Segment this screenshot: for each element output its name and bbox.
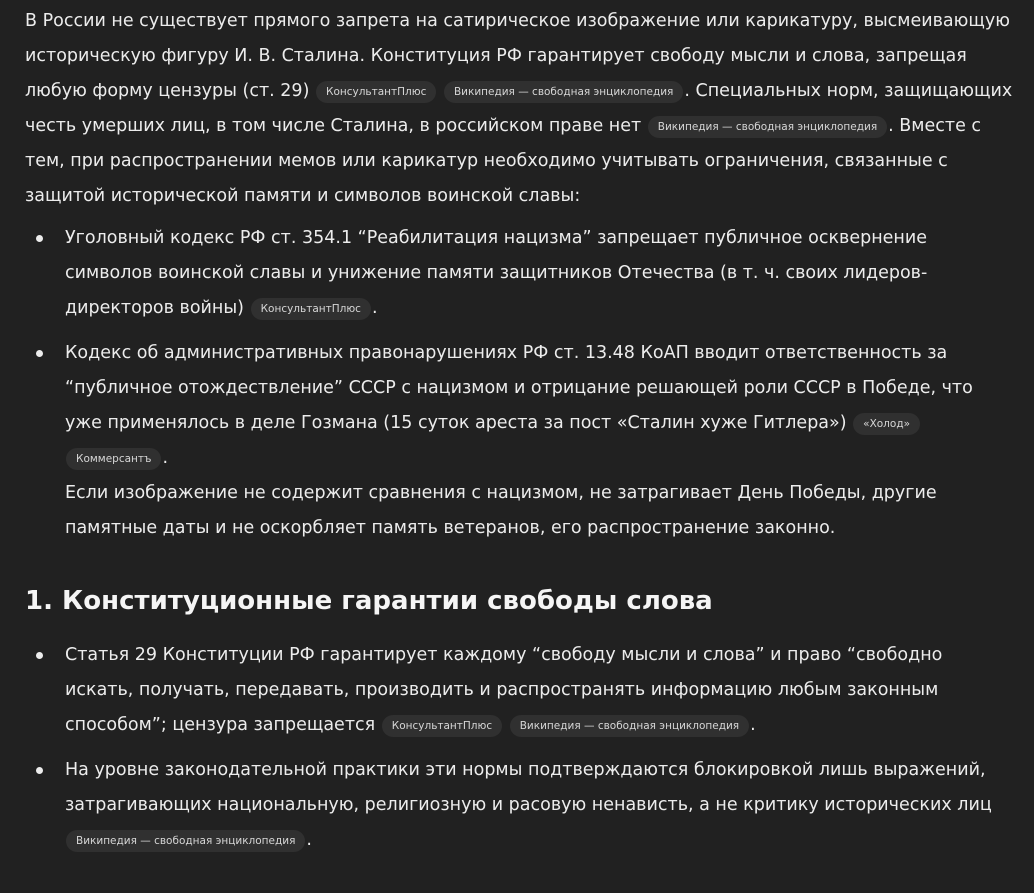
- intro-paragraph: [25, 4, 1014, 214]
- list-item-tail: .: [306, 830, 312, 850]
- list-item: [25, 221, 1014, 326]
- intro-text-3: . Вместе с тем, при распространении мемов или карикатур необходимо учитывать ограничения, связанные с защитой исторической памяти и символов воинской славы:: [25, 116, 982, 206]
- source-chip-wikipedia[interactable]: Википедия — свободная энциклопедия: [648, 116, 887, 138]
- source-chip-consultant[interactable]: КонсультантПлюс: [251, 298, 371, 320]
- source-chip-kholod[interactable]: «Холод»: [853, 413, 920, 435]
- list-item-tail: .: [750, 715, 756, 735]
- list-item-tail: .: [371, 298, 378, 318]
- intro-text-1: В России не существует прямого запрета на сатирическое изображение или карикатуру, высмеивающую историческую фигуру И. В. Сталина. Конституция РФ гарантирует свободу мысли и слова, запрещая любую форму цензуры (ст. 29): [25, 11, 1010, 101]
- intro-text-2: . Специальных норм, защищающих честь умерших лиц, в том числе Сталина, в российском праве нет: [25, 81, 1013, 136]
- source-chip-kommersant[interactable]: Коммерсантъ: [66, 448, 161, 470]
- list-item-text: Статья 29 Конституции РФ гарантирует каждому “свободу мысли и слова” и право “свободно искать, получать, передавать, производить и распространять информацию любым законным способом”; цензура запрещается: [65, 645, 943, 735]
- list-item-tail: .: [162, 448, 169, 468]
- list-item-text: На уровне законодательной практики эти нормы подтверждаются блокировкой лишь выражений, затрагивающих национальную, религиозную и расовую ненависть, а не критику исторических лиц: [65, 760, 992, 815]
- source-chip-wikipedia[interactable]: Википедия — свободная энциклопедия: [510, 715, 749, 737]
- source-chip-consultant[interactable]: КонсультантПлюс: [316, 81, 436, 103]
- list-item: [25, 753, 1014, 858]
- source-chip-wikipedia[interactable]: Википедия — свободная энциклопедия: [66, 830, 305, 852]
- list-item-text: Уголовный кодекс РФ ст. 354.1 “Реабилитация нацизма” запрещает публичное осквернение символов воинской славы и унижение памяти защитников Отечества (в т. ч. своих лидеров-директоров войны): [65, 228, 928, 318]
- list-item: [25, 638, 1014, 743]
- restrictions-list: [25, 221, 1014, 546]
- list-item-note: Если изображение не содержит сравнения с нацизмом, не затрагивает День Победы, другие памятные даты и не оскорбляет память ветеранов, его распространение законно.: [65, 483, 937, 538]
- list-item: [25, 336, 1014, 546]
- section-heading: 1. Конституционные гарантии свободы слова: [25, 586, 713, 616]
- source-chip-consultant[interactable]: КонсультантПлюс: [382, 715, 502, 737]
- constitution-list: [25, 638, 1014, 858]
- source-chip-wikipedia[interactable]: Википедия — свободная энциклопедия: [444, 81, 683, 103]
- list-item-text: Кодекс об административных правонарушениях РФ ст. 13.48 КоАП вводит ответственность за “публичное отождествление” СССР с нацизмом и отрицание решающей роли СССР в Победе, что уже применялось в деле Гозмана (15 суток ареста за пост «Сталин хуже Гитлера»): [65, 343, 973, 433]
